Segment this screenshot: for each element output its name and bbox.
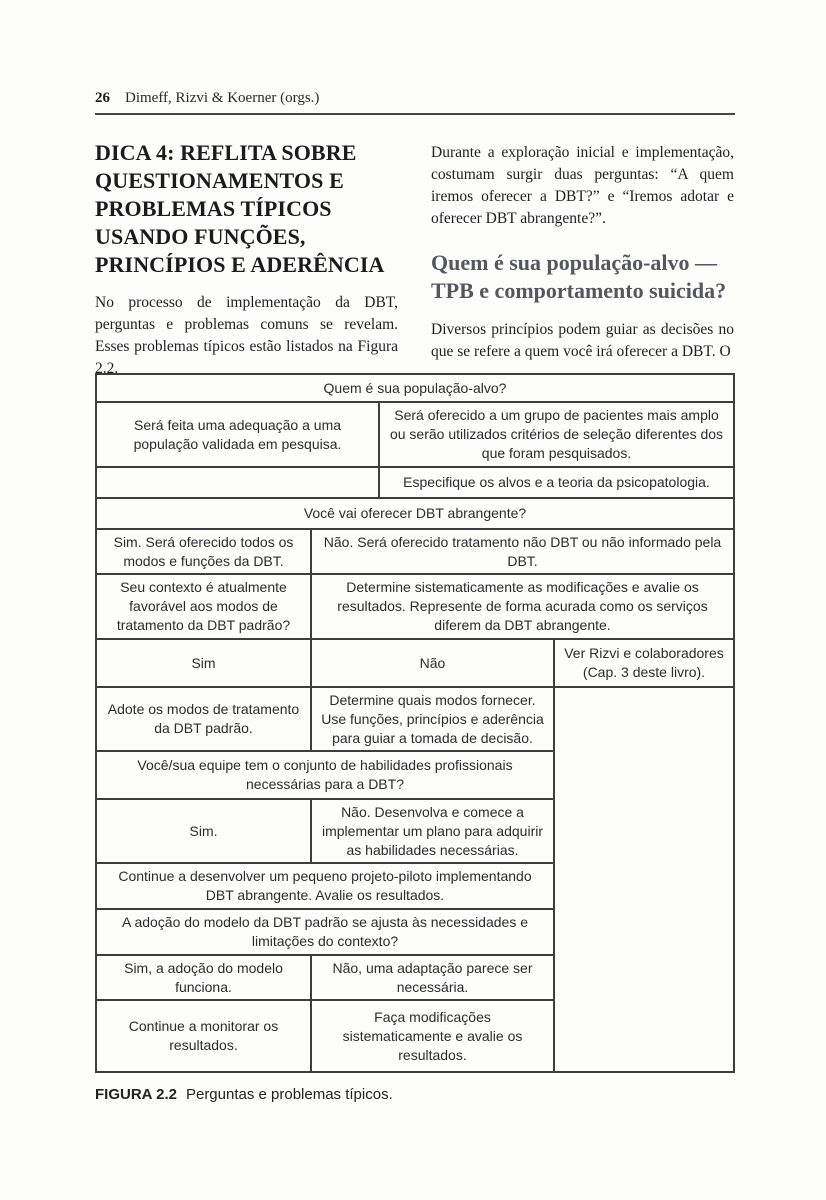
cell-nao-adaptacao: Não, uma adaptação parece ser necessária. bbox=[310, 956, 553, 999]
cell-adequacao: Será feita uma adequação a uma população validada em pesquisa. bbox=[133, 416, 342, 452]
cell-continue-monitorar: Continue a monitorar os resultados. bbox=[128, 1018, 279, 1053]
cell-empty bbox=[97, 468, 378, 497]
cell-sim-ponto: Sim. bbox=[189, 822, 218, 839]
cell-grupo-amplo: Será oferecido a um grupo de pacientes mais amplo ou serão utilizados critérios de seleção diferentes dos que foram pesquisados. bbox=[378, 403, 733, 466]
cell-q-adocao: A adoção do modelo da DBT padrão se ajusta às necessidades e limitações do contexto? bbox=[121, 914, 528, 949]
cell-nao: Não bbox=[310, 640, 553, 686]
table-row bbox=[97, 800, 553, 864]
cell-nao-tratamento: Não. Será oferecido tratamento não DBT ou não informado pela DBT. bbox=[310, 530, 733, 573]
cell-ver-rizvi: Ver Rizvi e colaboradores (Cap. 3 deste livro). bbox=[553, 640, 733, 686]
table-row bbox=[97, 910, 553, 956]
running-title: Dimeff, Rizvi & Koerner (orgs.) bbox=[125, 90, 320, 106]
cell-projeto-piloto: Continue a desenvolver um pequeno projeto-piloto implementando DBT abrangente. Avalie os resultados. bbox=[118, 868, 532, 903]
page-number: 26 bbox=[95, 90, 110, 106]
table-row bbox=[97, 499, 733, 530]
cell-especifique: Especifique os alvos e a teoria da psicopatologia. bbox=[378, 468, 733, 497]
table-row bbox=[97, 640, 733, 688]
cell-sim-todos-modos: Sim. Será oferecido todos os modos e funções da DBT. bbox=[113, 533, 294, 569]
figure-caption bbox=[95, 1085, 735, 1104]
table-row bbox=[97, 864, 553, 910]
table-row bbox=[97, 956, 553, 1001]
section-subheading: Quem é sua população-alvo — TPB e comportamento suicida? bbox=[431, 250, 727, 303]
table-empty-right-cell bbox=[553, 688, 733, 1071]
right-paragraph-1: Durante a exploração inicial e implementação, costumam surgir duas perguntas: “A quem iremos oferecer a DBT?” e “Iremos adotar e oferecer DBT abrangente?”. bbox=[431, 144, 734, 227]
table-row bbox=[97, 403, 733, 468]
table-row bbox=[97, 688, 553, 752]
table-row bbox=[97, 752, 553, 800]
table-row bbox=[97, 530, 733, 575]
cell-nao-desenvolva: Não. Desenvolva e comece a implementar um plano para adquirir as habilidades necessárias. bbox=[310, 800, 553, 862]
cell-adote-modos: Adote os modos de tratamento da DBT padrão. bbox=[107, 701, 300, 736]
table-row bbox=[97, 1001, 553, 1071]
table-row bbox=[97, 375, 733, 403]
cell-q-habilidades: Você/sua equipe tem o conjunto de habilidades profissionais necessárias para a DBT? bbox=[137, 757, 513, 792]
left-paragraph: No processo de implementação da DBT, perguntas e problemas comuns se revelam. Esses problemas típicos estão listados na Figura 2.2. bbox=[95, 294, 398, 377]
cell-faca-modificacoes: Faça modificações sistematicamente e avalie os resultados. bbox=[310, 1001, 553, 1071]
text-columns bbox=[95, 139, 735, 380]
right-paragraph-2: Diversos princípios podem guiar as decisões no que se refere a quem você irá oferecer a DBT. O bbox=[431, 321, 734, 360]
cell-q-population: Quem é sua população-alvo? bbox=[323, 379, 507, 396]
cell-contexto-favoravel: Seu contexto é atualmente favorável aos modos de tratamento da DBT padrão? bbox=[116, 579, 291, 633]
cell-sim: Sim bbox=[191, 654, 216, 671]
left-column bbox=[95, 139, 398, 380]
figure-caption-label: FIGURA 2.2 bbox=[95, 1086, 177, 1103]
table-row bbox=[97, 468, 733, 499]
table-bottom-left bbox=[97, 688, 553, 1071]
figure-2-2-table bbox=[95, 373, 735, 1073]
running-head bbox=[95, 90, 735, 115]
figure-caption-text: Perguntas e problemas típicos. bbox=[185, 1086, 393, 1103]
cell-sim-adocao: Sim, a adoção do modelo funciona. bbox=[124, 959, 283, 995]
cell-determine-modos: Determine quais modos fornecer. Use funções, princípios e aderência para guiar a tomada de decisão. bbox=[310, 688, 553, 750]
cell-determine-modificacoes: Determine sistematicamente as modificações e avalie os resultados. Represente de forma acurada como os serviços diferem da DBT abrangente. bbox=[310, 575, 733, 638]
cell-q-abrangente: Você vai oferecer DBT abrangente? bbox=[303, 505, 527, 521]
table-bottom-section bbox=[97, 688, 733, 1071]
tip-heading: DICA 4: REFLITA SOBRE QUESTIONAMENTOS E PROBLEMAS TÍPICOS USANDO FUNÇÕES, PRINCÍPIOS E ADERÊNCIA bbox=[95, 140, 385, 277]
right-column bbox=[431, 139, 734, 380]
table-row bbox=[97, 575, 733, 640]
